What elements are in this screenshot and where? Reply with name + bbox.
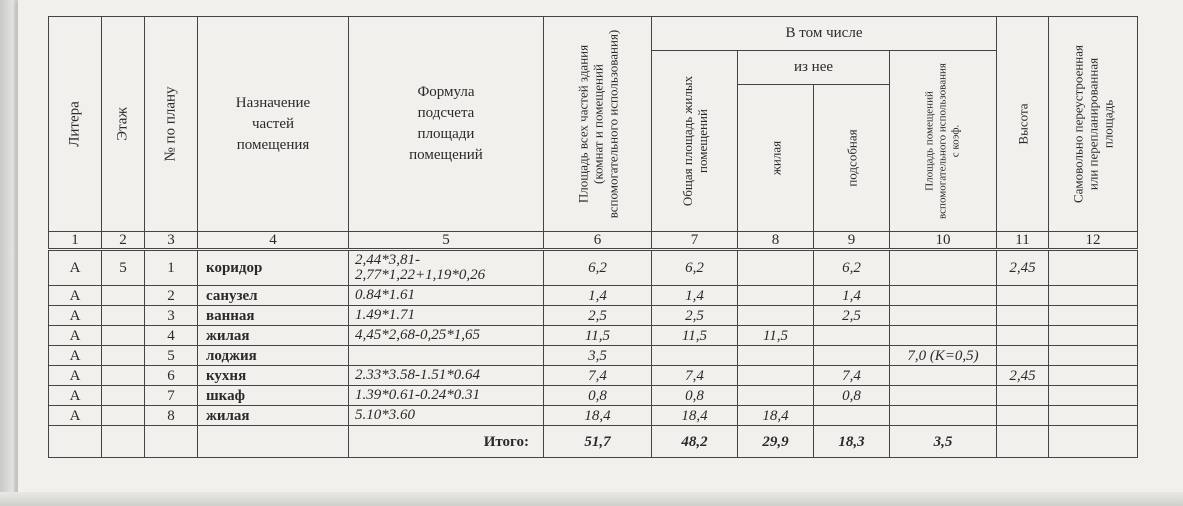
header-vysota: Высота: [997, 17, 1049, 232]
cell-obshaya: 2,5: [652, 306, 738, 326]
header-litera: Литера: [49, 17, 102, 232]
cell-vspomog: [890, 306, 997, 326]
cell-num: 6: [145, 366, 198, 386]
total-podsobnaya: 18,3: [814, 426, 890, 458]
cell-empty: [198, 426, 349, 458]
cell-samovol: [1049, 366, 1138, 386]
cell-podsobnaya: 0,8: [814, 386, 890, 406]
cell-vspomog: [890, 386, 997, 406]
explication-table: [48, 16, 1138, 458]
cell-podsobnaya: [814, 406, 890, 426]
cell-num: 3: [145, 306, 198, 326]
table-row: [49, 366, 1138, 386]
total-zhilaya: 29,9: [738, 426, 814, 458]
total-label: Итого:: [349, 426, 544, 458]
cell-name: лоджия: [198, 346, 349, 366]
header-zhilaya: жилая: [738, 85, 814, 232]
cell-litera: А: [49, 286, 102, 306]
cell-obshaya: 1,4: [652, 286, 738, 306]
cell-formula: 2,44*3,81-2,77*1,22+1,19*0,26: [349, 250, 544, 286]
cell-name: коридор: [198, 250, 349, 286]
header-nomer: № по плану: [145, 17, 198, 232]
header-samovolno: Самовольно переустроенная или перепланированная площадь: [1049, 17, 1138, 232]
cell-etazh: [102, 346, 145, 366]
header-vspomog: Площадь помещений вспомогательного использования с коэф.: [890, 51, 997, 232]
cell-vsego: 18,4: [544, 406, 652, 426]
cell-obshaya: 7,4: [652, 366, 738, 386]
cell-vsego: 6,2: [544, 250, 652, 286]
cell-empty: [1049, 426, 1138, 458]
table-row: [49, 306, 1138, 326]
cell-zhilaya: [738, 386, 814, 406]
cell-vspomog: [890, 326, 997, 346]
cell-podsobnaya: [814, 346, 890, 366]
cell-vsego: 2,5: [544, 306, 652, 326]
cell-vysota: [997, 286, 1049, 306]
binder-edge: [0, 0, 14, 506]
header-obshaya-zhilyh: Общая площадь жилых помещений: [652, 51, 738, 232]
total-vspomog: 3,5: [890, 426, 997, 458]
cell-num: 7: [145, 386, 198, 406]
cell-vspomog: [890, 366, 997, 386]
cell-vsego: 7,4: [544, 366, 652, 386]
cell-vspomog: [890, 286, 997, 306]
header-v-tom-chisle: В том числе: [652, 17, 997, 51]
cell-podsobnaya: 2,5: [814, 306, 890, 326]
cell-zhilaya: [738, 346, 814, 366]
header-formula: Формула подсчета площади помещений: [349, 17, 544, 232]
colnum: 9: [814, 232, 890, 250]
cell-etazh: [102, 286, 145, 306]
cell-formula: [349, 346, 544, 366]
header-ploshad-vseh: Площадь всех частей здания (комнат и помещений вспомогательного использования): [544, 17, 652, 232]
cell-formula: 1.39*0.61-0.24*0.31: [349, 386, 544, 406]
cell-vysota: 2,45: [997, 250, 1049, 286]
cell-etazh: [102, 306, 145, 326]
cell-litera: А: [49, 346, 102, 366]
cell-vysota: 2,45: [997, 366, 1049, 386]
page-bottom-edge: [0, 492, 1183, 506]
total-vsego: 51,7: [544, 426, 652, 458]
cell-vsego: 1,4: [544, 286, 652, 306]
cell-num: 1: [145, 250, 198, 286]
cell-formula: 2.33*3.58-1.51*0.64: [349, 366, 544, 386]
colnum: 11: [997, 232, 1049, 250]
cell-etazh: [102, 406, 145, 426]
cell-zhilaya: 18,4: [738, 406, 814, 426]
cell-litera: А: [49, 406, 102, 426]
cell-formula: 0.84*1.61: [349, 286, 544, 306]
cell-num: 5: [145, 346, 198, 366]
cell-empty: [997, 426, 1049, 458]
table-row: [49, 326, 1138, 346]
table-row: [49, 346, 1138, 366]
cell-empty: [145, 426, 198, 458]
cell-etazh: [102, 386, 145, 406]
cell-name: жилая: [198, 406, 349, 426]
cell-litera: А: [49, 306, 102, 326]
cell-samovol: [1049, 250, 1138, 286]
header-iz-nee: из нее: [738, 51, 890, 85]
cell-name: санузел: [198, 286, 349, 306]
cell-vsego: 11,5: [544, 326, 652, 346]
cell-samovol: [1049, 286, 1138, 306]
colnum: 1: [49, 232, 102, 250]
cell-zhilaya: [738, 366, 814, 386]
cell-samovol: [1049, 406, 1138, 426]
cell-formula: 4,45*2,68-0,25*1,65: [349, 326, 544, 346]
cell-samovol: [1049, 386, 1138, 406]
cell-obshaya: 11,5: [652, 326, 738, 346]
cell-litera: А: [49, 326, 102, 346]
header-naznachenie: Назначение частей помещения: [198, 17, 349, 232]
table-row: [49, 406, 1138, 426]
table-row: [49, 386, 1138, 406]
cell-zhilaya: 11,5: [738, 326, 814, 346]
colnum: 4: [198, 232, 349, 250]
cell-podsobnaya: 7,4: [814, 366, 890, 386]
total-row: [49, 426, 1138, 458]
cell-vysota: [997, 386, 1049, 406]
cell-name: шкаф: [198, 386, 349, 406]
colnum: 3: [145, 232, 198, 250]
cell-vsego: 3,5: [544, 346, 652, 366]
header-podsobnaya: подсобная: [814, 85, 890, 232]
cell-zhilaya: [738, 286, 814, 306]
cell-vysota: [997, 346, 1049, 366]
cell-name: ванная: [198, 306, 349, 326]
table-row: [49, 250, 1138, 286]
cell-formula: 1.49*1.71: [349, 306, 544, 326]
cell-zhilaya: [738, 250, 814, 286]
cell-litera: А: [49, 366, 102, 386]
cell-etazh: 5: [102, 250, 145, 286]
cell-vysota: [997, 306, 1049, 326]
cell-samovol: [1049, 326, 1138, 346]
cell-obshaya: [652, 346, 738, 366]
colnum: 5: [349, 232, 544, 250]
cell-name: жилая: [198, 326, 349, 346]
cell-podsobnaya: 1,4: [814, 286, 890, 306]
cell-obshaya: 6,2: [652, 250, 738, 286]
cell-vysota: [997, 326, 1049, 346]
cell-litera: А: [49, 386, 102, 406]
cell-num: 4: [145, 326, 198, 346]
cell-vsego: 0,8: [544, 386, 652, 406]
cell-etazh: [102, 326, 145, 346]
cell-vysota: [997, 406, 1049, 426]
column-number-row: [49, 232, 1138, 250]
cell-podsobnaya: 6,2: [814, 250, 890, 286]
cell-vspomog: [890, 250, 997, 286]
cell-zhilaya: [738, 306, 814, 326]
cell-etazh: [102, 366, 145, 386]
cell-num: 2: [145, 286, 198, 306]
colnum: 7: [652, 232, 738, 250]
cell-empty: [49, 426, 102, 458]
cell-podsobnaya: [814, 326, 890, 346]
cell-samovol: [1049, 306, 1138, 326]
cell-obshaya: 18,4: [652, 406, 738, 426]
table-row: [49, 286, 1138, 306]
cell-vspomog: 7,0 (K=0,5): [890, 346, 997, 366]
colnum: 6: [544, 232, 652, 250]
colnum: 2: [102, 232, 145, 250]
colnum: 8: [738, 232, 814, 250]
cell-samovol: [1049, 346, 1138, 366]
colnum: 10: [890, 232, 997, 250]
header-etazh: Этаж: [102, 17, 145, 232]
cell-obshaya: 0,8: [652, 386, 738, 406]
cell-formula: 5.10*3.60: [349, 406, 544, 426]
colnum: 12: [1049, 232, 1138, 250]
cell-num: 8: [145, 406, 198, 426]
cell-empty: [102, 426, 145, 458]
cell-litera: А: [49, 250, 102, 286]
cell-vspomog: [890, 406, 997, 426]
total-obshaya: 48,2: [652, 426, 738, 458]
cell-name: кухня: [198, 366, 349, 386]
